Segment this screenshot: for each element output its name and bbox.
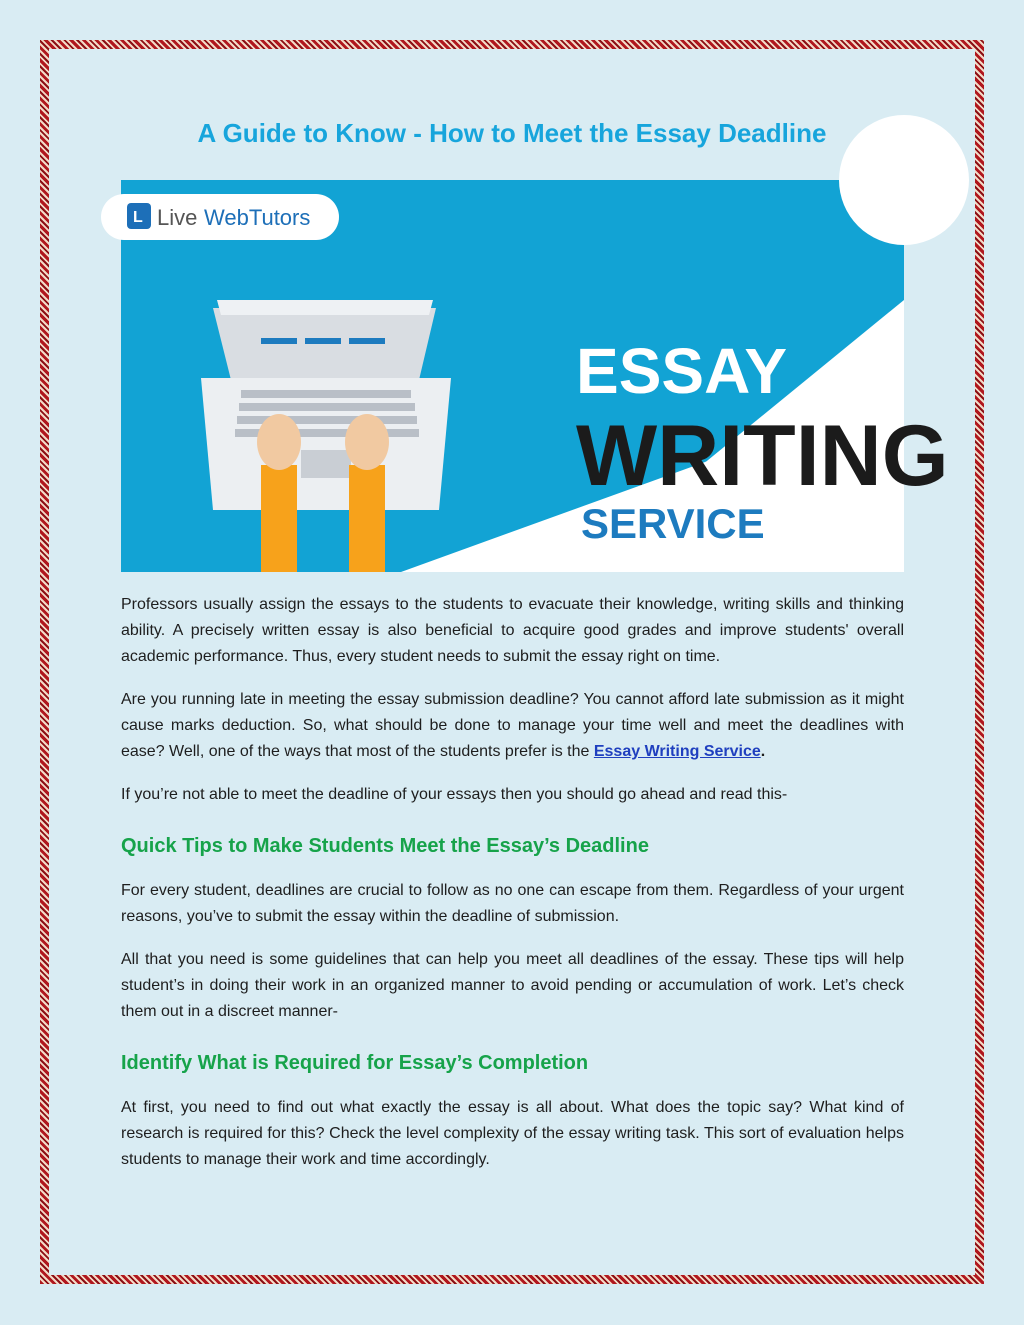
paragraph: For every student, deadlines are crucial to follow as no one can escape from them. Regardless of your urgent reasons, you’ve to submit the essay within the deadline of submission. bbox=[121, 882, 904, 925]
page-title: A Guide to Know - How to Meet the Essay Deadline bbox=[197, 118, 827, 148]
svg-text:WebTutors: WebTutors bbox=[204, 205, 311, 230]
banner-service-text: SERVICE bbox=[581, 500, 765, 547]
svg-text:L: L bbox=[133, 209, 143, 226]
banner-writing-text: WRITING bbox=[576, 408, 949, 504]
paragraph: Are you running late in meeting the essay submission deadline? You cannot afford late submission as it might cause marks deduction. So, what should be done to manage your time well and meet the deadlines with ease? Well, one of the ways that most of the students prefer is the Essay Writing Service. bbox=[121, 691, 904, 760]
section-heading: Quick Tips to Make Students Meet the Essay’s Deadline bbox=[121, 835, 649, 857]
paragraph: At first, you need to find out what exactly the essay is all about. What does the topic say? What kind of research is required for this? Check the level complexity of the essay writing task. This sort of evaluation helps students to manage their work and time accordingly. bbox=[121, 1099, 904, 1168]
banner-essay-text: ESSAY bbox=[576, 335, 788, 407]
livewebtutors-logo bbox=[101, 194, 339, 240]
paragraph: If you’re not able to meet the deadline of your essays then you should go ahead and read this- bbox=[121, 786, 788, 803]
paragraph: All that you need is some guidelines that can help you meet all deadlines of the essay. These tips will help student’s in doing their work in an organized manner to avoid pending or accumulation of work. Let’s check them out in a discreet manner- bbox=[121, 951, 904, 1020]
hero-banner-image bbox=[121, 180, 949, 572]
svg-text:Live: Live bbox=[157, 205, 198, 230]
section-heading: Identify What is Required for Essay’s Completion bbox=[121, 1052, 589, 1074]
paragraph: Professors usually assign the essays to the students to evacuate their knowledge, writing skills and thinking ability. A precisely written essay is also beneficial to acquire good grades and improve students' overall academic performance. Thus, every student needs to submit the essay right on time. bbox=[121, 596, 904, 665]
essay-writing-service-link[interactable]: Essay Writing Service bbox=[593, 743, 761, 760]
article-body bbox=[121, 592, 904, 1190]
